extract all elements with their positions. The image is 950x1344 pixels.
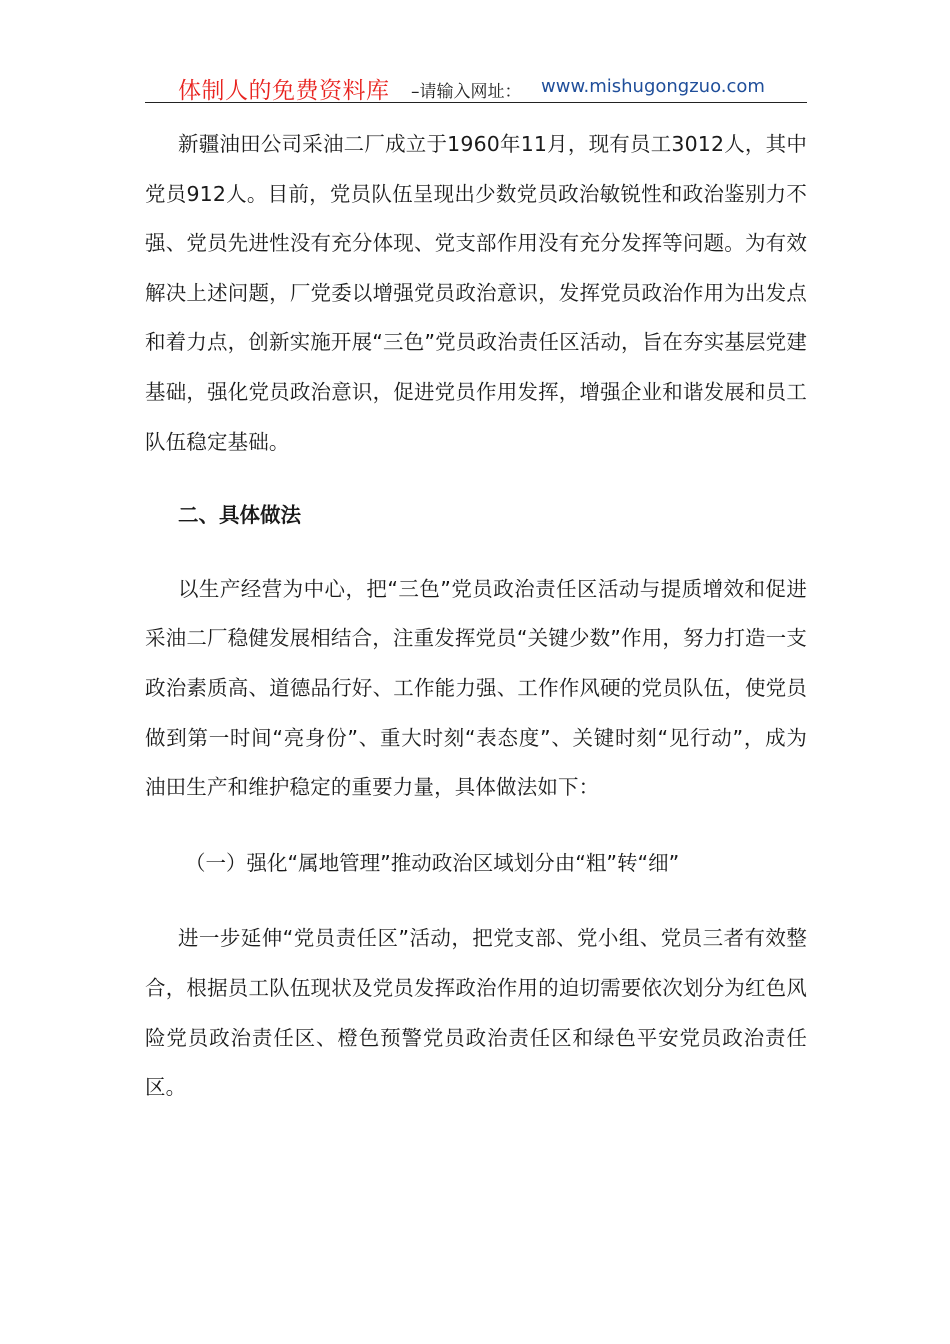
header-url-prompt: –请输入网址： — [411, 82, 522, 102]
paragraph-responsibility-zones: 进一步延伸“党员责任区”活动，把党支部、党小组、党员三者有效整合，根据员工队伍现状及党员发挥政治作用的迫切需要依次划分为红色风险党员政治责任区、橙色预警党员政治责任区和绿色平安党员政治责任区。 — [145, 926, 807, 1100]
document-body — [145, 120, 807, 1113]
header-brand-title: 体制人的免费资料库 — [178, 78, 390, 104]
section-heading-2: 二、具体做法 — [178, 503, 301, 528]
page-header — [145, 68, 807, 103]
header-website-link[interactable]: www.mishugongzuo.com — [541, 76, 765, 97]
paragraph-intro: 新疆油田公司采油二厂成立于1960年11月，现有员工3012人，其中党员912人。目前，党员队伍呈现出少数党员政治敏锐性和政治鉴别力不强、党员先进性没有充分体现、党支部作用没有充分发挥等问题。为有效解决上述问题，厂党委以增强党员政治意识，发挥党员政治作用为出发点和着力点，创新实施开展“三色”党员政治责任区活动，旨在夯实基层党建基础，强化党员政治意识，促进党员作用发挥，增强企业和谐发展和员工队伍稳定基础。 — [145, 132, 807, 454]
subsection-heading-1: （一）强化“属地管理”推动政治区域划分由“粗”转“细” — [185, 850, 680, 875]
paragraph-methods: 以生产经营为中心，把“三色”党员政治责任区活动与提质增效和促进采油二厂稳健发展相结合，注重发挥党员“关键少数”作用，努力打造一支政治素质高、道德品行好、工作能力强、工作作风硬的党员队伍，使党员做到第一时间“亮身份”、重大时刻“表态度”、关键时刻“见行动”，成为油田生产和维护稳定的重要力量，具体做法如下： — [145, 576, 807, 800]
